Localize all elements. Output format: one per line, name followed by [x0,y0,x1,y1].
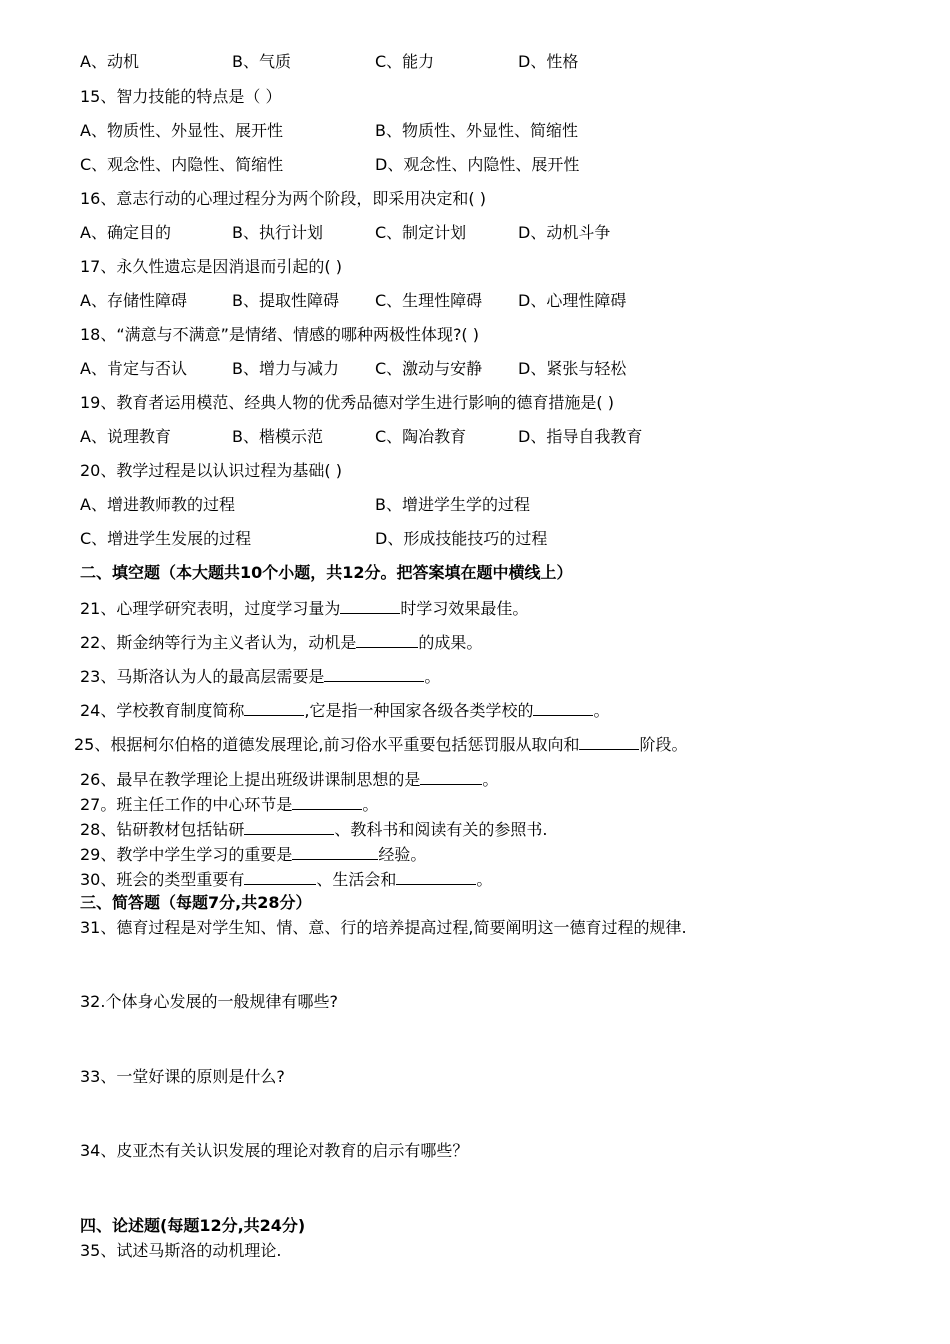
q29 [80,843,426,866]
q29-text-post: 经验。 [378,845,427,864]
q24-text-mid: ,它是指一种国家各级各类学校的 [304,701,534,720]
q24-text-post: 。 [593,701,610,720]
q22 [80,631,482,654]
q20-option-c: C、增进学生发展的过程 [80,529,252,548]
q16-option-a: A、确定目的 [80,223,171,242]
q18-option-c: C、激动与安静 [375,359,483,378]
q20-stem: 20、教学过程是以认识过程为基础( ) [80,461,342,480]
q18-option-a: A、肯定与否认 [80,359,187,378]
q19-option-a: A、说理教育 [80,427,171,446]
q17-stem: 17、永久性遗忘是因消退而引起的( ) [80,257,342,276]
q14-option-b: B、气质 [232,52,291,71]
q34-stem: 34、皮亚杰有关认识发展的理论对教育的启示有哪些？ [80,1141,469,1160]
q29-answer-blank[interactable] [292,843,378,860]
q17-option-c: C、生理性障碍 [375,291,483,310]
q23-text-pre: 23、马斯洛认为人的最高层需要是 [80,667,325,686]
q25 [74,733,687,756]
q18-option-b: B、增力与减力 [232,359,339,378]
q24-answer-blank-2[interactable] [533,699,593,716]
section-short-answer-heading: 三、简答题（每题7分,共28分） [80,893,312,912]
q17-option-b: B、提取性障碍 [232,291,339,310]
q15-stem: 15、智力技能的特点是（ ） [80,87,282,106]
q19-option-c: C、陶冶教育 [375,427,467,446]
q22-text-pre: 22、斯金纳等行为主义者认为，动机是 [80,633,357,652]
q24-answer-blank-1[interactable] [244,699,304,716]
q21-text-pre: 21、心理学研究表明，过度学习量为 [80,599,341,618]
section-essay-heading: 四、论述题(每题12分,共24分) [80,1216,306,1235]
q23-text-post: 。 [424,667,441,686]
q35-stem: 35、试述马斯洛的动机理论. [80,1241,282,1260]
q20-option-d: D、形成技能技巧的过程 [375,529,548,548]
q27-answer-blank[interactable] [292,793,362,810]
q29-text-pre: 29、教学中学生学习的重要是 [80,845,293,864]
q30-text-post: 。 [476,870,493,889]
q23 [80,665,440,688]
q15-option-a: A、物质性、外显性、展开性 [80,121,283,140]
q14-option-a: A、动机 [80,52,139,71]
q28 [80,818,547,841]
q32-stem: 32.个体身心发展的一般规律有哪些? [80,992,338,1011]
q28-text-post: 、教科书和阅读有关的参照书. [334,820,548,839]
q30-answer-blank-1[interactable] [244,868,316,885]
q15-option-b: B、物质性、外显性、简缩性 [375,121,578,140]
q25-text-pre: 25、根据柯尔伯格的道德发展理论,前习俗水平重要包括惩罚服从取向和 [74,735,580,754]
q21 [80,597,528,620]
q31-stem: 31、德育过程是对学生知、情、意、行的培养提高过程,简要阐明这一德育过程的规律. [80,918,687,937]
q21-text-post: 时学习效果最佳。 [400,599,529,618]
q19-stem: 19、教育者运用模范、经典人物的优秀品德对学生进行影响的德育措施是( ) [80,393,614,412]
q26-answer-blank[interactable] [420,768,482,785]
q17-option-a: A、存储性障碍 [80,291,187,310]
q33-stem: 33、一堂好课的原则是什么? [80,1067,285,1086]
q26-text-post: 。 [482,770,499,789]
q15-option-c: C、观念性、内隐性、简缩性 [80,155,284,174]
q30-text-pre: 30、班会的类型重要有 [80,870,245,889]
q15-option-d: D、观念性、内隐性、展开性 [375,155,580,174]
q23-answer-blank[interactable] [324,665,424,682]
q22-answer-blank[interactable] [356,631,418,648]
q16-option-c: C、制定计划 [375,223,467,242]
q16-option-d: D、动机斗争 [518,223,611,242]
q25-text-post: 阶段。 [639,735,688,754]
q30-text-mid: 、生活会和 [316,870,397,889]
q21-answer-blank[interactable] [340,597,400,614]
q27-text-pre: 27。班主任工作的中心环节是 [80,795,293,814]
q20-option-b: B、增进学生学的过程 [375,495,530,514]
q30 [80,868,492,891]
q22-text-post: 的成果。 [418,633,483,652]
section-fill-in-heading: 二、填空题（本大题共10个小题，共12分。把答案填在题中横线上） [80,563,573,582]
q30-answer-blank-2[interactable] [396,868,476,885]
q18-stem: 18、“满意与不满意”是情绪、情感的哪种两极性体现?( ) [80,325,480,344]
q28-answer-blank[interactable] [244,818,334,835]
q16-option-b: B、执行计划 [232,223,323,242]
q24-text-pre: 24、学校教育制度简称 [80,701,245,720]
q18-option-d: D、紧张与轻松 [518,359,627,378]
q28-text-pre: 28、钻研教材包括钻研 [80,820,245,839]
q20-option-a: A、增进教师教的过程 [80,495,235,514]
q17-option-d: D、心理性障碍 [518,291,627,310]
q27-text-post: 。 [362,795,379,814]
q24 [80,699,609,722]
q25-answer-blank[interactable] [579,733,639,750]
q16-stem: 16、意志行动的心理过程分为两个阶段，即采用决定和( ) [80,189,486,208]
q26-text-pre: 26、最早在教学理论上提出班级讲课制思想的是 [80,770,421,789]
q26 [80,768,498,791]
q27 [80,793,378,816]
q14-option-d: D、性格 [518,52,579,71]
q14-option-c: C、能力 [375,52,435,71]
q19-option-d: D、指导自我教育 [518,427,643,446]
q19-option-b: B、楷模示范 [232,427,323,446]
